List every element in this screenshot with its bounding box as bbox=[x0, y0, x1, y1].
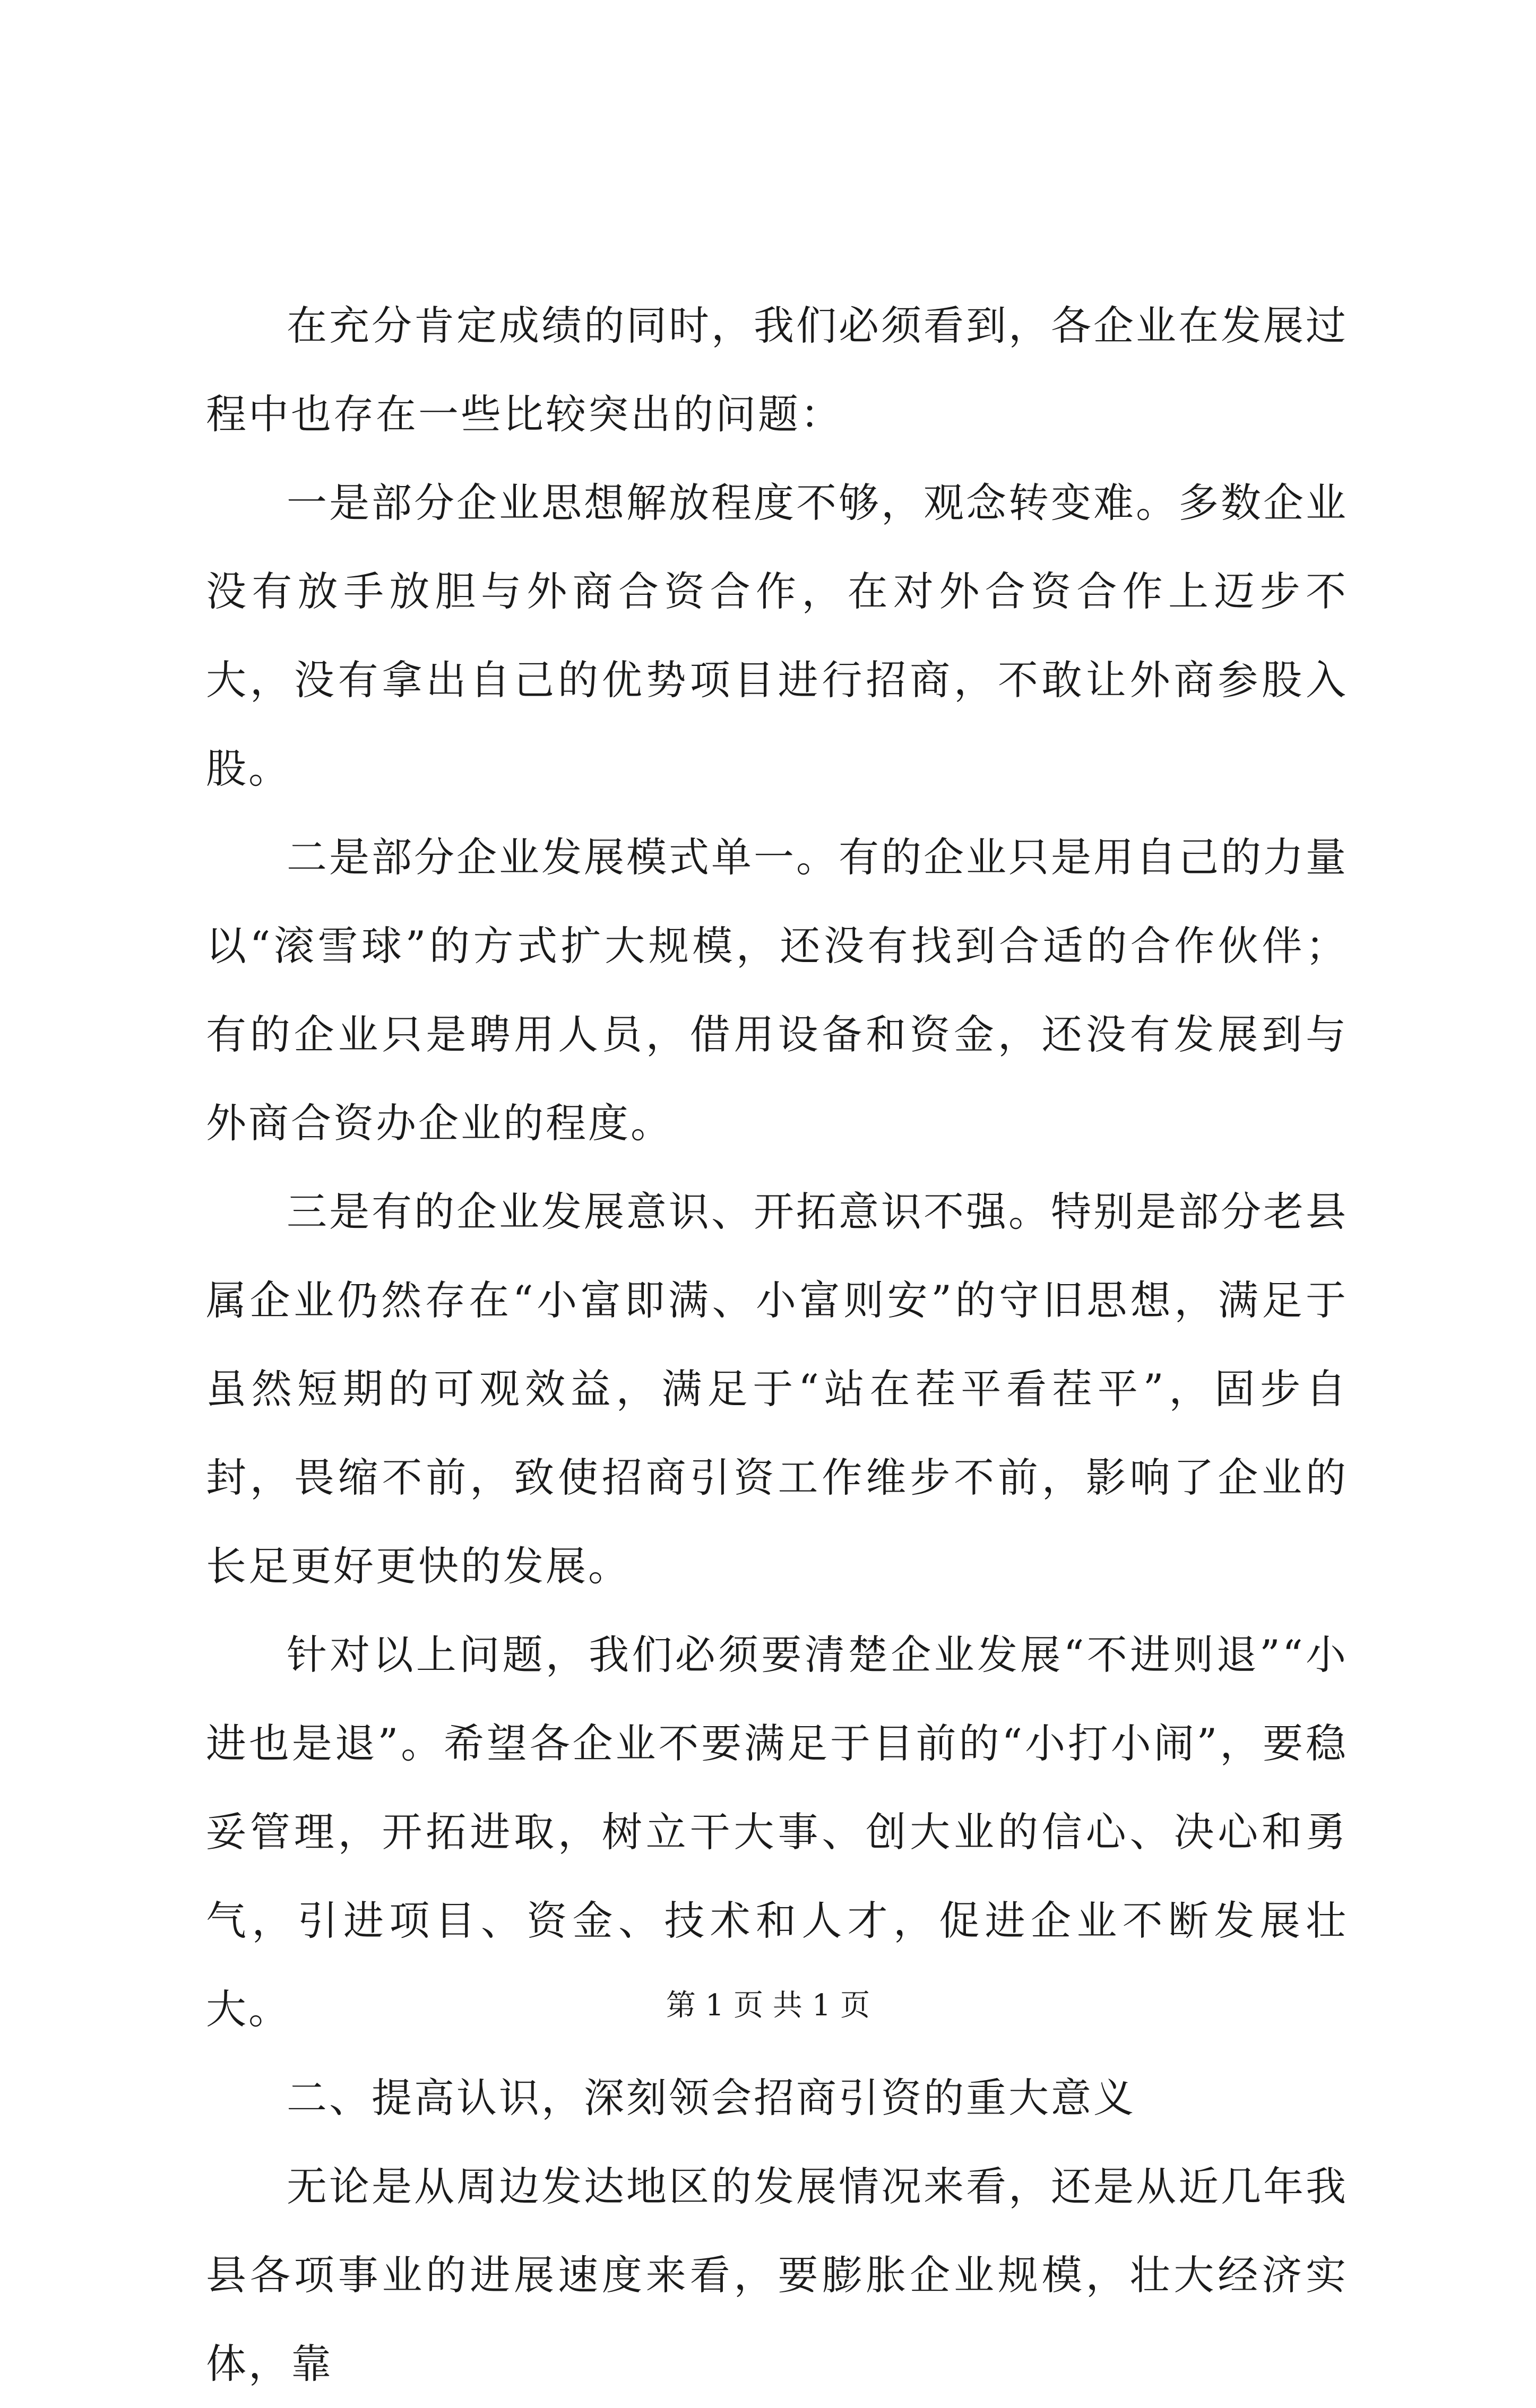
document-body bbox=[206, 281, 1348, 2408]
section-heading: 二、提高认识，深刻领会招商引资的重大意义 bbox=[287, 2074, 1136, 2121]
paragraph: 二是部分企业发展模式单一。有的企业只是用自己的力量以“滚雪球”的方式扩大规模，还没有找到合适的合作伙伴；有的企业只是聘用人员，借用设备和资金，还没有发展到与外商合资办企业的程度。 bbox=[206, 834, 1348, 1147]
paragraph: 无论是从周边发达地区的发展情况来看，还是从近几年我县各项事业的进展速度来看，要膨胀企业规模，壮大经济实体，靠 bbox=[206, 2163, 1348, 2387]
page-footer: 第 1 页 共 1 页 bbox=[666, 1988, 870, 2023]
paragraph: 三是有的企业发展意识、开拓意识不强。特别是部分老县属企业仍然存在“小富即满、小富则安”的守旧思想，满足于虽然短期的可观效益，满足于“站在茬平看茬平”，固步自封，畏缩不前，致使招商引资工作维步不前，影响了企业的长足更好更快的发展。 bbox=[206, 1188, 1348, 1590]
paragraph: 在充分肯定成绩的同时，我们必须看到，各企业在发展过程中也存在一些比较突出的问题： bbox=[206, 302, 1348, 438]
paragraph: 针对以上问题，我们必须要清楚企业发展“不进则退”“小进也是退”。希望各企业不要满足于目前的“小打小闹”，要稳妥管理，开拓进取，树立干大事、创大业的信心、决心和勇气，引进项目、资金、技术和人才，促进企业不断发展壮大。 bbox=[206, 1631, 1348, 2033]
paragraph: 一是部分企业思想解放程度不够，观念转变难。多数企业没有放手放胆与外商合资合作，在对外合资合作上迈步不大，没有拿出自己的优势项目进行招商，不敢让外商参股入股。 bbox=[206, 479, 1348, 792]
